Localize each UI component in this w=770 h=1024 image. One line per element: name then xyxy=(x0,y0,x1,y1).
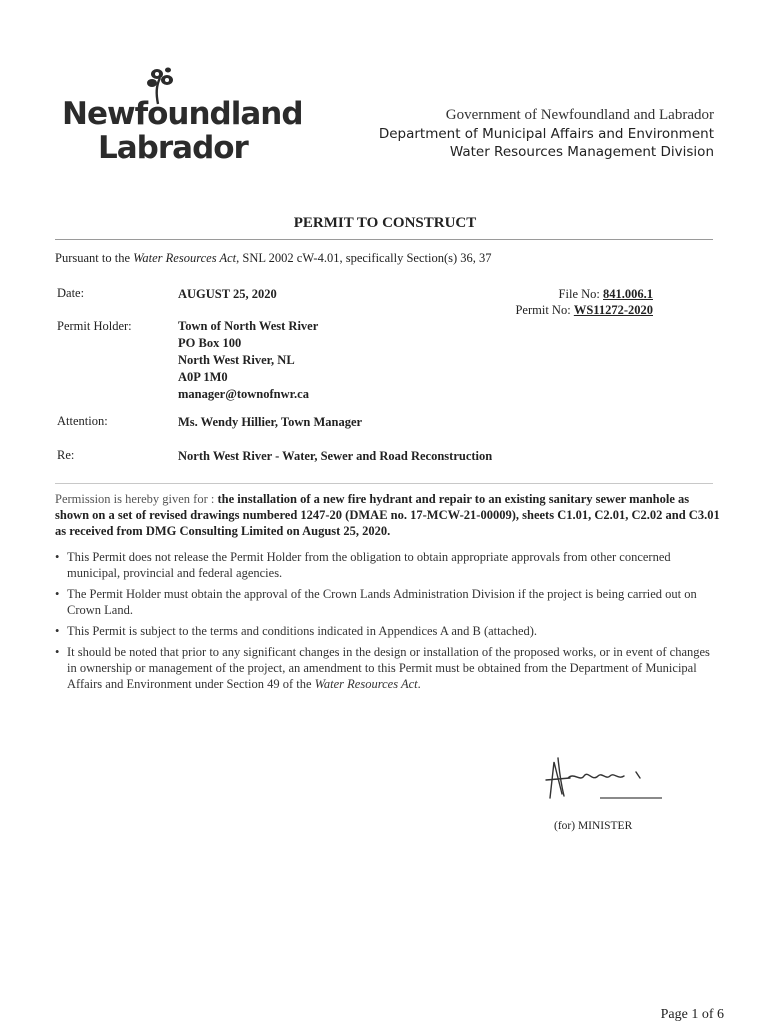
condition-text: The Permit Holder must obtain the approval of the Crown Lands Administration Division if the project is being carried out on Crown Land. xyxy=(67,587,697,617)
conditions-list xyxy=(55,549,720,697)
government-name: Government of Newfoundland and Labrador xyxy=(445,107,714,123)
file-number-label: File No: xyxy=(558,287,600,301)
section-divider xyxy=(55,483,713,484)
holder-postal-code: A0P 1M0 xyxy=(178,370,228,384)
holder-city: North West River, NL xyxy=(178,353,295,367)
holder-name: Town of North West River xyxy=(178,319,319,333)
date-value: AUGUST 25, 2020 xyxy=(178,287,277,301)
condition-item xyxy=(55,549,720,581)
permit-number-value: WS11272-2020 xyxy=(573,303,653,317)
condition-item xyxy=(55,623,720,639)
holder-po-box: PO Box 100 xyxy=(178,336,242,350)
permission-statement xyxy=(55,491,720,539)
department-name: Department of Municipal Affairs and Environment xyxy=(378,126,714,142)
permit-holder-address xyxy=(178,318,318,403)
pursuant-pre: Pursuant to the xyxy=(55,251,134,265)
attention-label: Attention: xyxy=(57,414,108,428)
file-number-value: 841.006.1 xyxy=(603,287,653,301)
condition-act-name: Water Resources Act xyxy=(314,677,418,691)
condition-item xyxy=(55,586,720,618)
document-title: PERMIT TO CONSTRUCT xyxy=(293,215,477,231)
condition-text: It should be noted that prior to any significant changes in the design or installation of the proposed works, or in event of changes in ownership or management of the project, an amendment to this Permit must be obtained from the Department of Municipal Affairs and Environment under Section 49 of the xyxy=(67,645,710,691)
permission-scope: the installation of a new fire hydrant and repair to an existing sanitary sewer manhole as shown on a set of revised drawings numbered 1247-20 (DMAE no. 17-MCW-21-00009), sheets C1.01, C2.01, C2.02 and C3.01 as received from DMG Consulting Limited on August 25, 2020. xyxy=(55,492,720,538)
condition-end: . xyxy=(417,677,421,691)
pursuant-post: , SNL 2002 cW-4.01, specifically Section(s) 36, 37 xyxy=(236,251,492,265)
condition-text: This Permit is subject to the terms and conditions indicated in Appendices A and B (attached). xyxy=(67,624,538,638)
condition-item xyxy=(55,644,720,692)
re-label: Re: xyxy=(57,448,75,462)
permit-holder-label: Permit Holder: xyxy=(57,319,132,333)
logo-word-newfoundland: Newfoundland xyxy=(62,96,303,132)
newfoundland-labrador-logo xyxy=(62,66,303,166)
file-number-row xyxy=(515,286,653,302)
page-number: Page 1 of 6 xyxy=(660,1007,724,1022)
permit-number-row xyxy=(515,302,653,318)
date-label: Date: xyxy=(57,286,85,300)
attention-value: Ms. Wendy Hillier, Town Manager xyxy=(178,415,363,429)
permission-lead: Permission is hereby given for : xyxy=(55,492,218,506)
file-permit-block xyxy=(515,286,653,318)
condition-text: This Permit does not release the Permit Holder from the obligation to obtain appropriate approvals from other concerned municipal, provincial and federal agencies. xyxy=(67,550,671,580)
pursuant-act: Water Resources Act xyxy=(133,251,237,265)
signature-image xyxy=(540,748,670,808)
division-name: Water Resources Management Division xyxy=(449,144,714,160)
title-divider xyxy=(55,239,713,240)
pursuant-statement xyxy=(55,250,492,266)
holder-email: manager@townofnwr.ca xyxy=(178,387,309,401)
permit-number-label: Permit No: xyxy=(515,303,571,317)
logo-word-labrador: Labrador xyxy=(98,130,248,166)
signature-caption: (for) MINISTER xyxy=(554,820,633,832)
re-value: North West River - Water, Sewer and Road Reconstruction xyxy=(178,449,493,463)
